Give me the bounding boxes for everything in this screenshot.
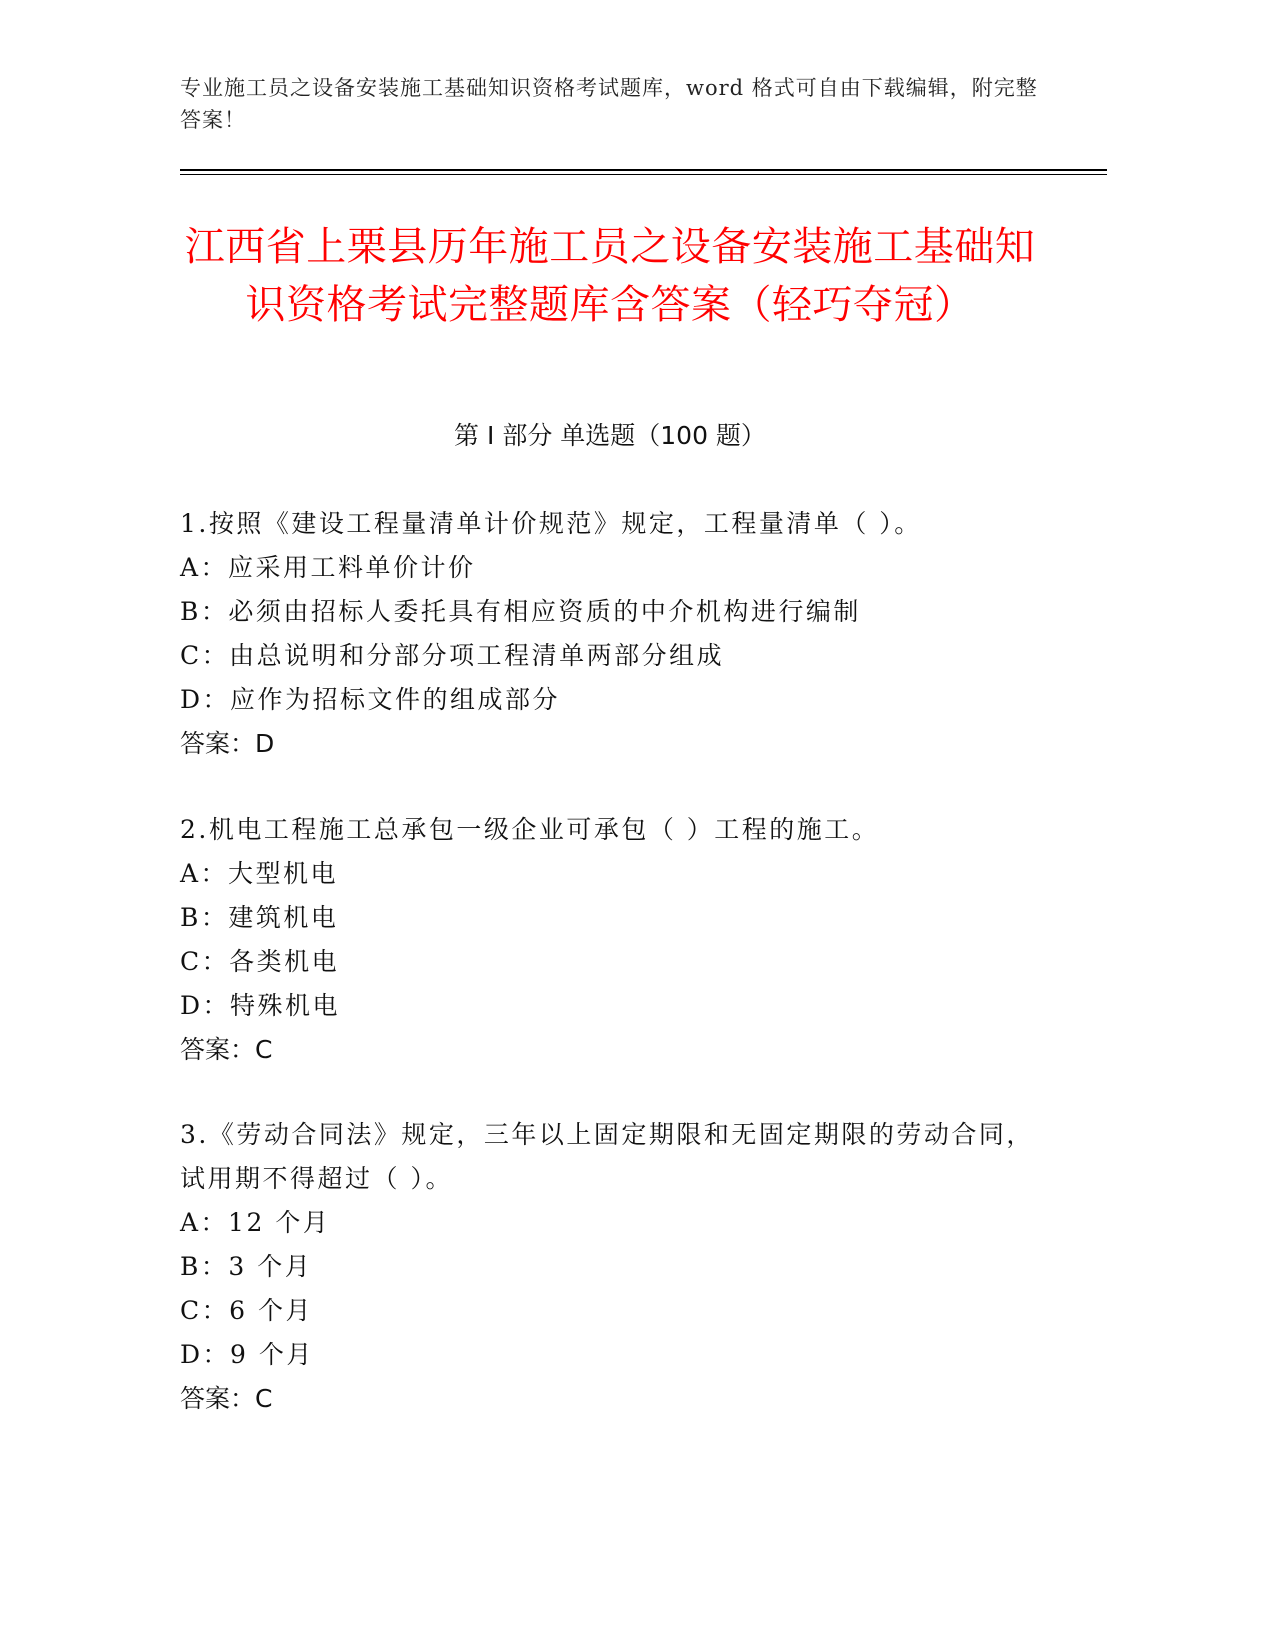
- answer: 答案：D: [180, 729, 275, 758]
- option-c: C：各类机电: [180, 947, 340, 976]
- document-title: 江西省上栗县历年施工员之设备安装施工基础知识资格考试完整题库含答案（轻巧夺冠）: [184, 224, 1036, 328]
- header-divider-thin: [180, 174, 1107, 175]
- option-b: B：建筑机电: [180, 903, 339, 932]
- option-d: D：应作为招标文件的组成部分: [180, 685, 561, 714]
- header-note: 专业施工员之设备安装施工基础知识资格考试题库，word 格式可自由下载编辑，附完整答案！: [180, 76, 1038, 132]
- option-a: A：12 个月: [180, 1208, 331, 1237]
- header-divider-thick: [180, 169, 1107, 171]
- option-d: D：特殊机电: [180, 991, 341, 1020]
- question-3: [180, 1113, 1040, 1421]
- question-stem: 2.机电工程施工总承包一级企业可承包（ ）工程的施工。: [180, 815, 880, 844]
- answer: 答案：C: [180, 1035, 273, 1064]
- section-title: 第 I 部分 单选题（100 题）: [454, 421, 766, 450]
- answer: 答案：C: [180, 1384, 273, 1413]
- option-b: B：必须由招标人委托具有相应资质的中介机构进行编制: [180, 597, 861, 626]
- option-b: B：3 个月: [180, 1252, 313, 1281]
- option-a: A：大型机电: [180, 859, 339, 888]
- question-stem: 3.《劳动合同法》规定，三年以上固定期限和无固定期限的劳动合同，试用期不得超过（ ）。: [180, 1120, 1034, 1193]
- question-2: [180, 808, 1040, 1072]
- option-a: A：应采用工料单价计价: [180, 553, 476, 582]
- option-c: C：6 个月: [180, 1296, 313, 1325]
- option-d: D：9 个月: [180, 1340, 314, 1369]
- question-stem: 1.按照《建设工程量清单计价规范》规定，工程量清单（ ）。: [180, 509, 922, 538]
- question-1: [180, 502, 1040, 766]
- option-c: C：由总说明和分部分项工程清单两部分组成: [180, 641, 725, 670]
